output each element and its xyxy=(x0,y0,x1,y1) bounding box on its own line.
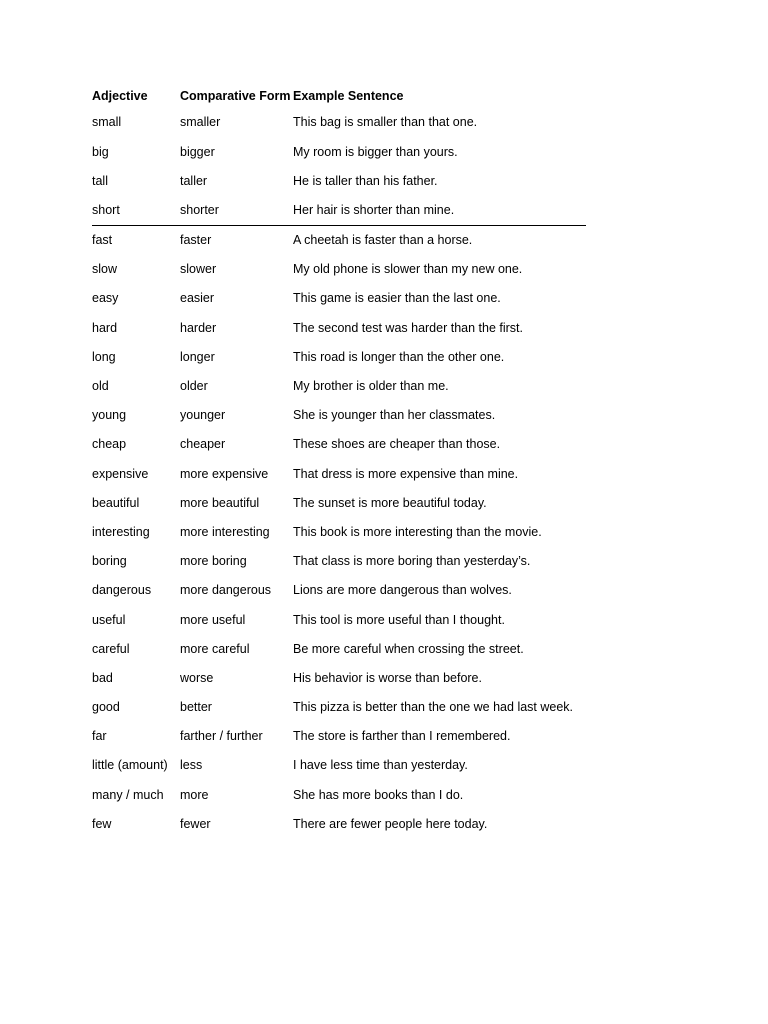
table-row xyxy=(92,137,586,166)
cell-example-sentence: There are fewer people here today. xyxy=(293,816,488,831)
table-row xyxy=(92,488,586,517)
table-row xyxy=(92,722,586,751)
cell-comparative-form: more boring xyxy=(180,554,247,569)
cell-comparative-form: older xyxy=(180,379,208,394)
table-row xyxy=(92,313,586,342)
header-comparative-form: Comparative Form xyxy=(180,88,291,103)
table-row xyxy=(92,226,586,255)
cell-adjective: useful xyxy=(92,612,126,627)
cell-comparative-form: more careful xyxy=(180,641,250,656)
cell-comparative-form: more useful xyxy=(180,612,246,627)
cell-adjective: hard xyxy=(92,320,118,335)
cell-comparative-form: less xyxy=(180,758,203,773)
table-row xyxy=(92,664,586,693)
cell-comparative-form: worse xyxy=(180,670,214,685)
cell-comparative-form: more xyxy=(180,787,209,802)
cell-comparative-form: younger xyxy=(180,408,226,423)
cell-example-sentence: This book is more interesting than the movie. xyxy=(293,524,542,539)
cell-comparative-form: better xyxy=(180,700,212,715)
cell-adjective: boring xyxy=(92,554,127,569)
cell-adjective: expensive xyxy=(92,466,149,481)
header-example-sentence: Example Sentence xyxy=(293,88,404,103)
cell-example-sentence: That class is more boring than yesterday’s. xyxy=(293,554,531,569)
cell-example-sentence: She is younger than her classmates. xyxy=(293,408,496,423)
table-row xyxy=(92,108,586,137)
cell-example-sentence: This game is easier than the last one. xyxy=(293,291,501,306)
cell-adjective: cheap xyxy=(92,437,127,452)
table-row xyxy=(92,372,586,401)
table-row xyxy=(92,196,586,226)
cell-example-sentence: My old phone is slower than my new one. xyxy=(293,262,523,277)
cell-comparative-form: more beautiful xyxy=(180,495,260,510)
table-row xyxy=(92,576,586,605)
cell-comparative-form: harder xyxy=(180,320,217,335)
cell-adjective: old xyxy=(92,379,109,394)
table-row xyxy=(92,518,586,547)
cell-example-sentence: These shoes are cheaper than those. xyxy=(293,437,501,452)
cell-example-sentence: This tool is more useful than I thought. xyxy=(293,612,505,627)
cell-adjective: good xyxy=(92,700,120,715)
cell-example-sentence: He is taller than his father. xyxy=(293,173,438,188)
cell-comparative-form: faster xyxy=(180,233,212,248)
table-row xyxy=(92,284,586,313)
cell-adjective: bad xyxy=(92,670,113,685)
cell-adjective: short xyxy=(92,202,120,217)
header-adjective: Adjective xyxy=(92,88,148,103)
table-row xyxy=(92,634,586,663)
cell-comparative-form: fewer xyxy=(180,816,211,831)
cell-example-sentence: The store is farther than I remembered. xyxy=(293,729,511,744)
table-header-row xyxy=(92,84,586,108)
cell-comparative-form: more interesting xyxy=(180,524,270,539)
table-row xyxy=(92,693,586,722)
cell-adjective: tall xyxy=(92,173,108,188)
cell-comparative-form: easier xyxy=(180,291,215,306)
cell-example-sentence: This bag is smaller than that one. xyxy=(293,115,478,130)
table-row xyxy=(92,343,586,372)
cell-comparative-form: more dangerous xyxy=(180,583,272,598)
cell-example-sentence: I have less time than yesterday. xyxy=(293,758,468,773)
table-row xyxy=(92,751,586,780)
cell-example-sentence: His behavior is worse than before. xyxy=(293,670,482,685)
cell-adjective: few xyxy=(92,816,112,831)
cell-adjective: easy xyxy=(92,291,119,306)
cell-comparative-form: more expensive xyxy=(180,466,269,481)
cell-example-sentence: My room is bigger than yours. xyxy=(293,144,458,159)
cell-adjective: slow xyxy=(92,262,118,277)
cell-comparative-form: shorter xyxy=(180,202,219,217)
cell-example-sentence: Lions are more dangerous than wolves. xyxy=(293,583,512,598)
cell-comparative-form: farther / further xyxy=(180,729,263,744)
cell-adjective: big xyxy=(92,144,109,159)
table-row xyxy=(92,255,586,284)
cell-comparative-form: cheaper xyxy=(180,437,226,452)
cell-example-sentence: This road is longer than the other one. xyxy=(293,349,505,364)
cell-comparative-form: taller xyxy=(180,173,208,188)
cell-adjective: young xyxy=(92,408,127,423)
cell-example-sentence: My brother is older than me. xyxy=(293,379,449,394)
table-row xyxy=(92,166,586,195)
cell-example-sentence: Her hair is shorter than mine. xyxy=(293,202,455,217)
cell-comparative-form: longer xyxy=(180,349,215,364)
table-row xyxy=(92,430,586,459)
cell-adjective: far xyxy=(92,729,107,744)
cell-adjective: interesting xyxy=(92,524,150,539)
cell-comparative-form: smaller xyxy=(180,115,221,130)
cell-comparative-form: bigger xyxy=(180,144,215,159)
adjective-table xyxy=(92,84,586,839)
table-row xyxy=(92,459,586,488)
cell-adjective: careful xyxy=(92,641,130,656)
cell-example-sentence: Be more careful when crossing the street. xyxy=(293,641,524,656)
cell-example-sentence: The sunset is more beautiful today. xyxy=(293,495,487,510)
cell-example-sentence: The second test was harder than the first. xyxy=(293,320,523,335)
cell-adjective: beautiful xyxy=(92,495,140,510)
table-body xyxy=(92,108,586,839)
cell-adjective: fast xyxy=(92,233,113,248)
table-row xyxy=(92,401,586,430)
table-row xyxy=(92,780,586,809)
cell-example-sentence: This pizza is better than the one we had last week. xyxy=(293,700,574,715)
cell-example-sentence: A cheetah is faster than a horse. xyxy=(293,233,473,248)
cell-example-sentence: That dress is more expensive than mine. xyxy=(293,466,519,481)
cell-example-sentence: She has more books than I do. xyxy=(293,787,464,802)
cell-comparative-form: slower xyxy=(180,262,217,277)
cell-adjective: little (amount) xyxy=(92,758,168,773)
cell-adjective: long xyxy=(92,349,116,364)
cell-adjective: small xyxy=(92,115,122,130)
table-row xyxy=(92,547,586,576)
cell-adjective: many / much xyxy=(92,787,164,802)
table-row xyxy=(92,810,586,839)
cell-adjective: dangerous xyxy=(92,583,152,598)
table-row xyxy=(92,605,586,634)
